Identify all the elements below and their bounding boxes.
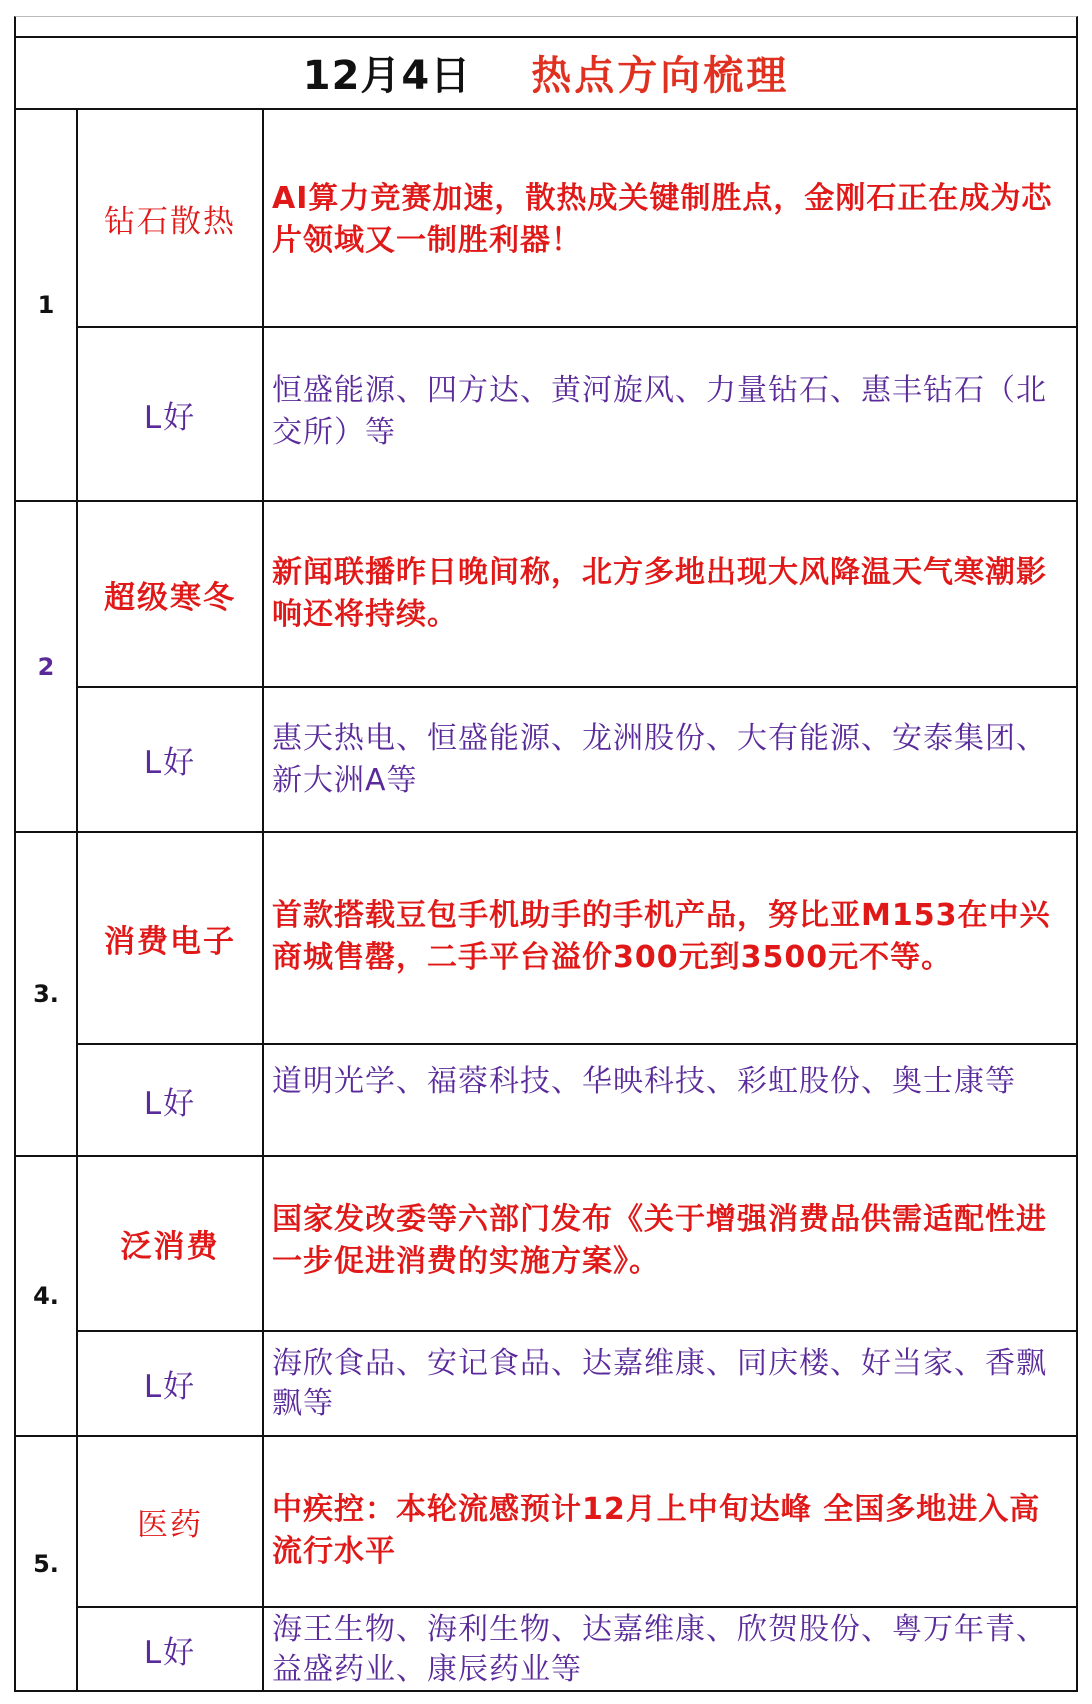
stocks-cell: 海王生物、海利生物、达嘉维康、欣贺股份、粤万年青、益盛药业、康辰药业等 — [272, 1612, 1047, 1687]
row-number: 1 — [16, 110, 78, 502]
theme-cell: 医药 — [78, 1437, 264, 1608]
benefit-label: L好 — [78, 1045, 264, 1157]
title-date: 12月4日 — [302, 52, 472, 99]
stocks-cell: 道明光学、福蓉科技、华映科技、彩虹股份、奥士康等 — [264, 1045, 1076, 1157]
theme-cell: 消费电子 — [78, 833, 264, 1045]
theme-cell: 泛消费 — [78, 1157, 264, 1332]
spreadsheet-top-band — [16, 16, 1076, 38]
news-cell: 首款搭载豆包手机助手的手机产品，努比亚M153在中兴商城售罄，二手平台溢价300元到3500元不等。 — [264, 833, 1076, 1045]
title-row — [16, 36, 1076, 110]
page-title: 热点方向梳理 — [531, 52, 790, 99]
row-number: 2 — [16, 502, 78, 833]
news-cell: 国家发改委等六部门发布《关于增强消费品供需适配性进一步促进消费的实施方案》。 — [264, 1157, 1076, 1332]
row-number: 4. — [16, 1157, 78, 1437]
stocks-cell: 惠天热电、恒盛能源、龙洲股份、大有能源、安泰集团、新大洲A等 — [264, 688, 1076, 833]
theme-cell: 超级寒冬 — [78, 502, 264, 688]
benefit-label: L好 — [78, 1332, 264, 1437]
news-cell: AI算力竞赛加速，散热成关键制胜点，金刚石正在成为芯片领域又一制胜利器！ — [264, 110, 1076, 328]
news-cell: 中疾控：本轮流感预计12月上中旬达峰 全国多地进入高流行水平 — [264, 1437, 1076, 1608]
stocks-cell: 海欣食品、安记食品、达嘉维康、同庆楼、好当家、香飘飘等 — [264, 1332, 1076, 1437]
benefit-label: L好 — [78, 688, 264, 833]
news-cell: 新闻联播昨日晚间称，北方多地出现大风降温天气寒潮影响还将持续。 — [264, 502, 1076, 688]
benefit-label: L好 — [78, 328, 264, 502]
stocks-cell: 恒盛能源、四方达、黄河旋风、力量钻石、惠丰钻石（北交所）等 — [264, 328, 1076, 502]
benefit-label: L好 — [78, 1608, 264, 1692]
row-number: 3. — [16, 833, 78, 1157]
row-number: 5. — [16, 1437, 78, 1692]
theme-cell: 钻石散热 — [78, 110, 264, 328]
